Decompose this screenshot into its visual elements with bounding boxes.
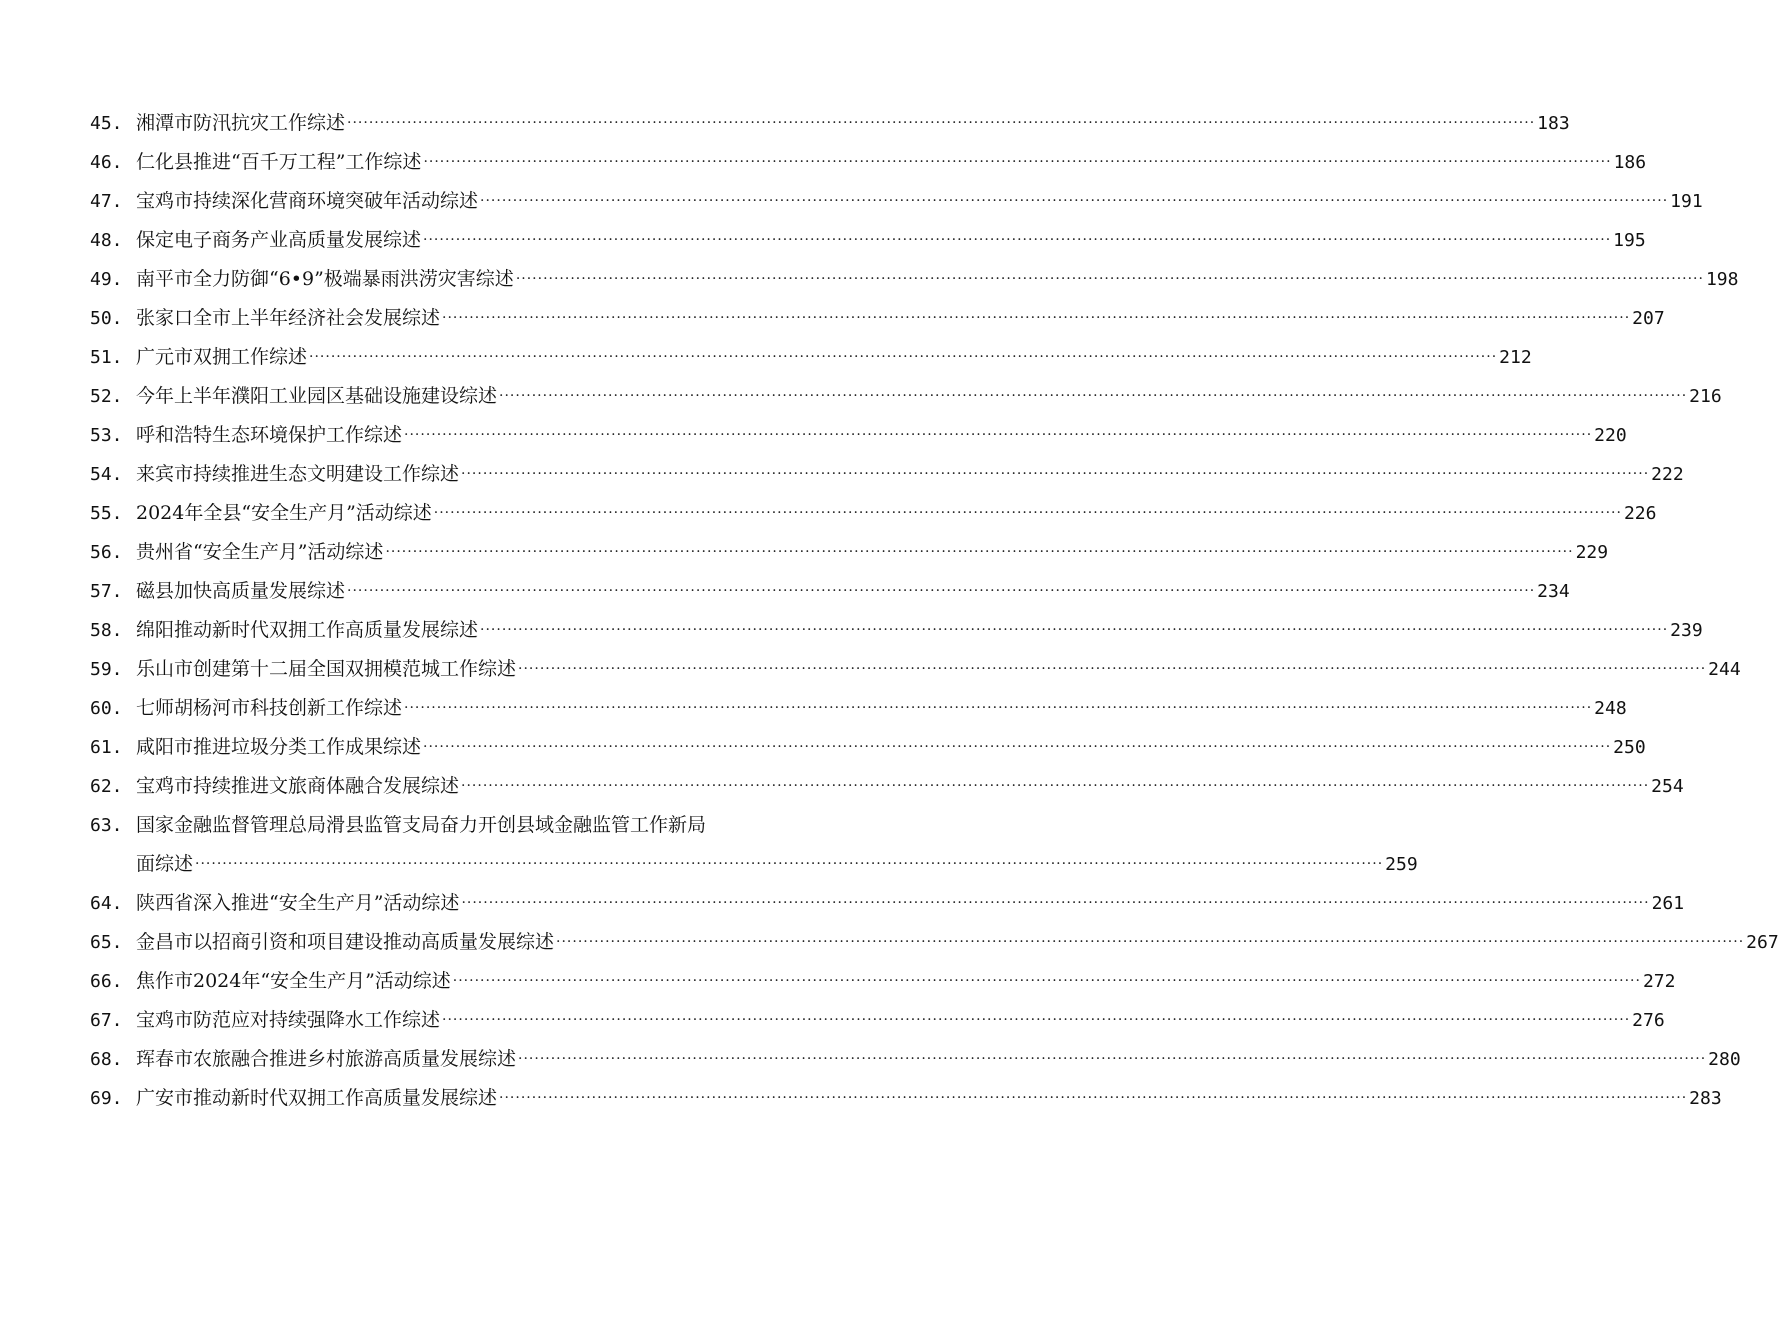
toc-entry-title: 今年上半年濮阳工业园区基础设施建设综述 [136, 385, 498, 407]
toc-entry-number: 51. [90, 347, 123, 368]
toc-entry-page-number: 267 [1746, 932, 1779, 953]
toc-entry-line [90, 1040, 1741, 1079]
toc-entry-line [90, 962, 1676, 1001]
toc-entry-number: 69. [90, 1088, 123, 1109]
toc-entry[interactable] [90, 923, 1779, 962]
toc-entry-page-number: 280 [1708, 1049, 1741, 1070]
toc-entry-line [90, 455, 1684, 494]
toc-entry-line [90, 884, 1685, 923]
toc-entry-line [90, 143, 1647, 182]
toc-dot-leader [480, 182, 1668, 221]
toc-entry-number: 48. [90, 230, 123, 251]
toc-entry-page-number: 212 [1499, 347, 1532, 368]
toc-dot-leader [385, 533, 1573, 572]
toc-entry-number: 53. [90, 425, 123, 446]
toc-entry-line [90, 923, 1779, 962]
toc-entry-page-number: 183 [1537, 113, 1570, 134]
toc-entry[interactable] [90, 1079, 1722, 1118]
toc-dot-leader [518, 650, 1706, 689]
toc-entry-page-number: 261 [1651, 893, 1685, 914]
toc-entry-page-number: 198 [1705, 269, 1739, 290]
toc-entry[interactable] [90, 299, 1665, 338]
toc-entry-title: 珲春市农旅融合推进乡村旅游高质量发展综述 [136, 1048, 517, 1070]
toc-dot-leader [347, 104, 1535, 143]
toc-entry-title: 焦作市2024年“安全生产月”活动综述 [136, 970, 451, 992]
toc-entry-line [90, 221, 1646, 260]
toc-entry-title: 广元市双拥工作综述 [136, 346, 308, 368]
toc-entry-line [90, 377, 1722, 416]
toc-entry-title: 南平市全力防御“6•9”极端暴雨洪涝灾害综述 [136, 268, 514, 290]
toc-entry-line [90, 104, 1570, 143]
toc-entry[interactable] [90, 884, 1685, 923]
toc-dot-leader [556, 923, 1744, 962]
toc-entry-page-number: 222 [1651, 464, 1684, 485]
toc-entry-page-number: 283 [1689, 1088, 1722, 1109]
toc-entry-number: 45. [90, 113, 123, 134]
toc-dot-leader [442, 299, 1630, 338]
toc-entry-page-number: 272 [1642, 971, 1676, 992]
toc-entry-line [90, 260, 1739, 299]
toc-dot-leader [404, 416, 1592, 455]
toc-dot-leader [461, 767, 1649, 806]
toc-dot-leader [461, 884, 1649, 923]
toc-entry-title: 陕西省深入推进“安全生产月”活动综述 [136, 892, 460, 914]
toc-entry-line [90, 1079, 1722, 1118]
toc-entry-title: 绵阳推动新时代双拥工作高质量发展综述 [136, 619, 479, 641]
toc-entry[interactable] [90, 689, 1627, 728]
toc-entry-title: 2024年全县“安全生产月”活动综述 [136, 502, 432, 524]
toc-entry-line [90, 611, 1703, 650]
toc-entry-title: 金昌市以招商引资和项目建设推动高质量发展综述 [136, 931, 555, 953]
toc-entry-line [90, 767, 1684, 806]
toc-entry-page-number: 226 [1623, 503, 1657, 524]
toc-entry-number: 62. [90, 776, 123, 797]
toc-entry-number: 64. [90, 893, 123, 914]
toc-entry-number: 58. [90, 620, 123, 641]
toc-entry-page-number: 259 [1385, 854, 1418, 875]
toc-entry-number: 61. [90, 737, 123, 758]
toc-entry[interactable] [90, 221, 1646, 260]
toc-dot-leader [499, 1079, 1687, 1118]
toc-entry-title: 宝鸡市防范应对持续强降水工作综述 [136, 1009, 441, 1031]
toc-dot-leader [347, 572, 1535, 611]
toc-entry[interactable] [90, 377, 1722, 416]
toc-dot-leader [516, 260, 1704, 299]
toc-entry[interactable] [90, 806, 1418, 884]
toc-entry[interactable] [90, 572, 1570, 611]
toc-entry-page-number: 229 [1575, 542, 1609, 563]
toc-entry-line [90, 494, 1657, 533]
toc-entry[interactable] [90, 104, 1570, 143]
toc-entry[interactable] [90, 962, 1676, 1001]
toc-entry-line [90, 299, 1665, 338]
toc-entry-title: 宝鸡市持续推进文旅商体融合发展综述 [136, 775, 460, 797]
toc-entry-line [90, 728, 1646, 767]
toc-entry-line [90, 338, 1532, 377]
toc-entry-page-number: 244 [1708, 659, 1741, 680]
toc-entry-title: 湘潭市防汛抗灾工作综述 [136, 112, 346, 134]
toc-entry-line [90, 806, 860, 845]
toc-entry[interactable] [90, 650, 1741, 689]
toc-entry-number: 50. [90, 308, 123, 329]
toc-entry[interactable] [90, 728, 1646, 767]
toc-dot-leader [518, 1040, 1706, 1079]
toc-entry[interactable] [90, 260, 1739, 299]
toc-entry-number: 57. [90, 581, 123, 602]
toc-dot-leader [195, 845, 1383, 884]
toc-entry-title: 保定电子商务产业高质量发展综述 [136, 229, 422, 251]
toc-entry-title: 贵州省“安全生产月”活动综述 [136, 541, 384, 563]
toc-entry-title-continued: 面综述 [136, 853, 194, 875]
toc-entry-line [90, 182, 1703, 221]
toc-entry-line [90, 533, 1609, 572]
toc-entry-number: 56. [90, 542, 123, 563]
toc-entry-page-number: 216 [1689, 386, 1722, 407]
toc-entry-line [90, 650, 1741, 689]
toc-dot-leader [461, 455, 1649, 494]
toc-entry-number: 55. [90, 503, 123, 524]
toc-entry-title: 来宾市持续推进生态文明建设工作综述 [136, 463, 460, 485]
toc-entry-number: 49. [90, 269, 123, 290]
toc-entry[interactable] [90, 455, 1684, 494]
toc-entry-number: 68. [90, 1049, 123, 1070]
toc-entry-title: 国家金融监督管理总局滑县监管支局奋力开创县域金融监管工作新局 [136, 814, 707, 836]
toc-dot-leader [480, 611, 1668, 650]
toc-entry-line [90, 845, 1418, 884]
toc-entry-page-number: 276 [1632, 1010, 1665, 1031]
toc-entry-title: 咸阳市推进垃圾分类工作成果综述 [136, 736, 422, 758]
toc-entry[interactable] [90, 416, 1627, 455]
toc-entry-page-number: 195 [1613, 230, 1646, 251]
toc-entry-title: 张家口全市上半年经济社会发展综述 [136, 307, 441, 329]
toc-entry[interactable] [90, 767, 1684, 806]
toc-entry-number: 54. [90, 464, 123, 485]
toc-entry-number: 59. [90, 659, 123, 680]
toc-entry-line [90, 416, 1627, 455]
toc-entry-number: 47. [90, 191, 123, 212]
toc-entry-line [90, 572, 1570, 611]
toc-entry-page-number: 186 [1613, 152, 1647, 173]
toc-entry-title: 磁县加快高质量发展综述 [136, 580, 346, 602]
toc-entry-page-number: 239 [1670, 620, 1703, 641]
toc-entry-title: 呼和浩特生态环境保护工作综述 [136, 424, 403, 446]
toc-entry-title: 仁化县推进“百千万工程”工作综述 [136, 151, 422, 173]
toc-entry-page-number: 250 [1613, 737, 1646, 758]
toc-dot-leader [442, 1001, 1630, 1040]
toc-entry-page-number: 248 [1594, 698, 1627, 719]
toc-entry-number: 63. [90, 815, 123, 836]
toc-entry-title: 乐山市创建第十二届全国双拥模范城工作综述 [136, 658, 517, 680]
toc-entry-number: 65. [90, 932, 123, 953]
toc-dot-leader [423, 728, 1611, 767]
toc-entry-number: 66. [90, 971, 123, 992]
toc-entry-page-number: 234 [1537, 581, 1570, 602]
toc-entry[interactable] [90, 611, 1703, 650]
toc-dot-leader [404, 689, 1592, 728]
toc-entry[interactable] [90, 182, 1703, 221]
toc-entry-page-number: 254 [1651, 776, 1684, 797]
toc-entry-title: 七师胡杨河市科技创新工作综述 [136, 697, 403, 719]
toc-dot-leader [453, 962, 1641, 1001]
toc-entry-number: 60. [90, 698, 123, 719]
table-of-contents [90, 104, 1779, 1118]
toc-entry[interactable] [90, 1001, 1665, 1040]
toc-entry-line [90, 689, 1627, 728]
toc-entry-page-number: 207 [1632, 308, 1665, 329]
toc-entry[interactable] [90, 1040, 1741, 1079]
toc-entry-line [90, 1001, 1665, 1040]
toc-dot-leader [309, 338, 1497, 377]
toc-dot-leader [499, 377, 1687, 416]
toc-entry-number: 52. [90, 386, 123, 407]
toc-dot-leader [434, 494, 1622, 533]
toc-entry[interactable] [90, 143, 1647, 182]
toc-entry[interactable] [90, 338, 1532, 377]
toc-entry[interactable] [90, 494, 1657, 533]
toc-entry-number: 46. [90, 152, 123, 173]
toc-entry[interactable] [90, 533, 1609, 572]
toc-entry-title: 广安市推动新时代双拥工作高质量发展综述 [136, 1087, 498, 1109]
toc-entry-page-number: 191 [1670, 191, 1703, 212]
toc-dot-leader [423, 221, 1611, 260]
toc-entry-title: 宝鸡市持续深化营商环境突破年活动综述 [136, 190, 479, 212]
toc-dot-leader [423, 143, 1611, 182]
toc-entry-page-number: 220 [1594, 425, 1627, 446]
toc-entry-number: 67. [90, 1010, 123, 1031]
